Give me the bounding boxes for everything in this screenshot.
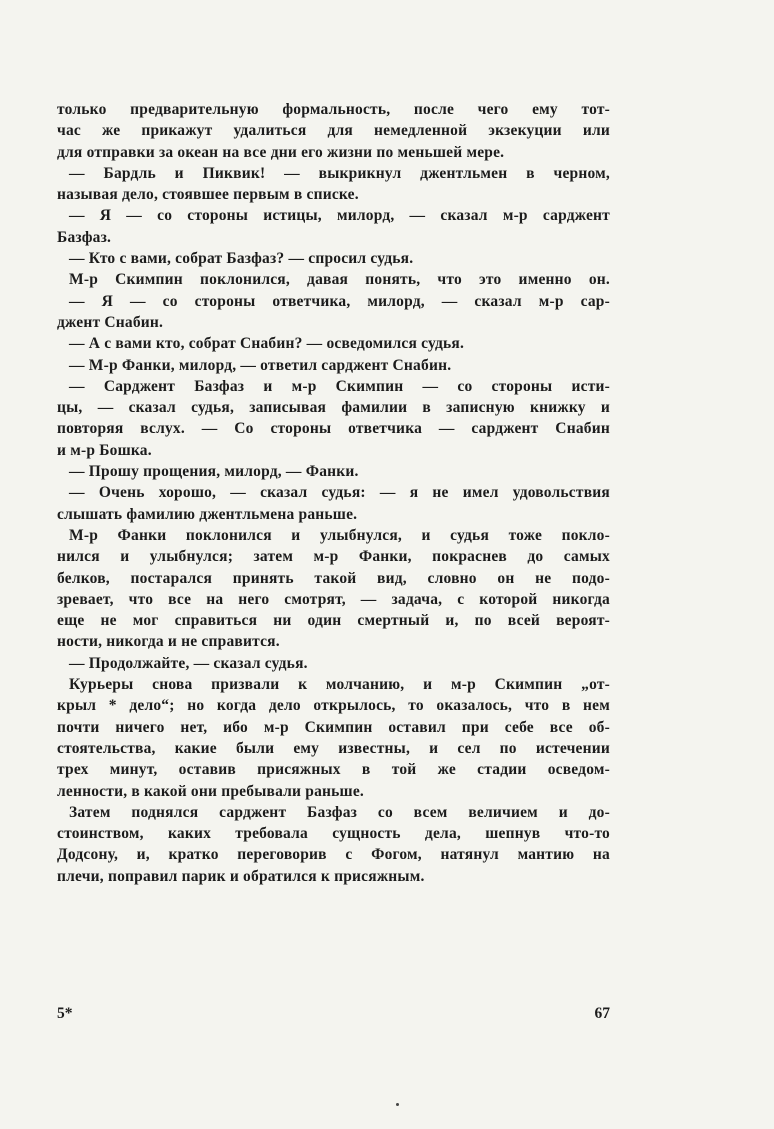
text-line: зревает, что все на него смотрят, — задача, с которой никогда <box>57 590 610 608</box>
text-line: Додсону, и, кратко переговорив с Фогом, натянул мантию на <box>57 846 610 864</box>
text-line: — Очень хорошо, — сказал судья: — я не имел удовольствия <box>69 484 610 502</box>
text-line: стоятельства, какие были ему известны, и сел по истечении <box>57 739 610 757</box>
text-line: час же прикажут удалиться для немедленной экзекуции или <box>57 122 610 140</box>
text-line: и м-р Бошка. <box>57 441 152 459</box>
text-line: только предварительную формальность, после чего ему тот- <box>57 101 610 118</box>
text-line: называя дело, стоявшее первым в списке. <box>57 186 359 204</box>
signature-mark: 5* <box>57 1005 73 1022</box>
text-line: стоинством, каких требовала сущность дела, шепнув что-то <box>57 825 610 843</box>
text-line: для отправки за океан на все дни его жизни по меньшей мере. <box>57 143 505 161</box>
text-line: крыл * дело“; но когда дело открылось, то оказалось, что в нем <box>57 697 610 715</box>
text-line: Затем поднялся сарджент Базфаз со всем величием и до- <box>69 803 610 821</box>
text-line: — Я — со стороны истицы, милорд, — сказал м-р сарджент <box>69 207 610 225</box>
text-line: белков, постарался принять такой вид, словно он не подо- <box>57 569 610 587</box>
text-line: нился и улыбнулся; затем м-р Фанки, покраснев до самых <box>57 548 610 566</box>
text-line: трех минут, оставив присяжных в той же стадии осведом- <box>57 761 610 779</box>
text-line: еще не мог справиться ни один смертный и, по всей вероят- <box>57 612 610 630</box>
text-line: слышать фамилию джентльмена раньше. <box>57 505 358 523</box>
scan-speck <box>396 1103 399 1106</box>
text-line: повторяя вслух. — Со стороны ответчика — сарджент Снабин <box>57 420 610 438</box>
page-body-text <box>57 99 610 887</box>
text-line: — Кто с вами, собрат Базфаз? — спросил судья. <box>69 250 414 268</box>
text-line: цы, — сказал судья, записывая фамилии в записную книжку и <box>57 399 610 417</box>
text-line: М-р Скимпин поклонился, давая понять, что это именно он. <box>69 271 610 289</box>
text-line: — М-р Фанки, милорд, — ответил сарджент Снабин. <box>69 356 452 374</box>
text-line: ленности, в какой они пребывали раньше. <box>57 782 364 800</box>
text-line: — Прошу прощения, милорд, — Фанки. <box>69 463 359 481</box>
text-line: джент Снабин. <box>57 313 164 331</box>
text-line: ности, никогда и не справится. <box>57 633 280 651</box>
text-line: — А с вами кто, собрат Снабин? — осведомился судья. <box>69 335 465 353</box>
text-line: Курьеры снова призвали к молчанию, и м-р Скимпин „от- <box>69 676 610 694</box>
text-line: — Бардль и Пиквик! — выкрикнул джентльмен в черном, <box>69 164 610 182</box>
text-line: — Сарджент Базфаз и м-р Скимпин — со стороны исти- <box>69 377 610 395</box>
text-line: — Я — со стороны ответчика, милорд, — сказал м-р сар- <box>69 292 610 310</box>
text-line: почти ничего нет, ибо м-р Скимпин оставил при себе все об- <box>57 718 610 736</box>
text-line: Базфаз. <box>57 228 112 246</box>
text-line: М-р Фанки поклонился и улыбнулся, и судья тоже покло- <box>69 526 610 544</box>
text-line: плечи, поправил парик и обратился к присяжным. <box>57 867 425 885</box>
page-number: 67 <box>594 1005 610 1022</box>
text-line: — Продолжайте, — сказал судья. <box>69 654 308 672</box>
